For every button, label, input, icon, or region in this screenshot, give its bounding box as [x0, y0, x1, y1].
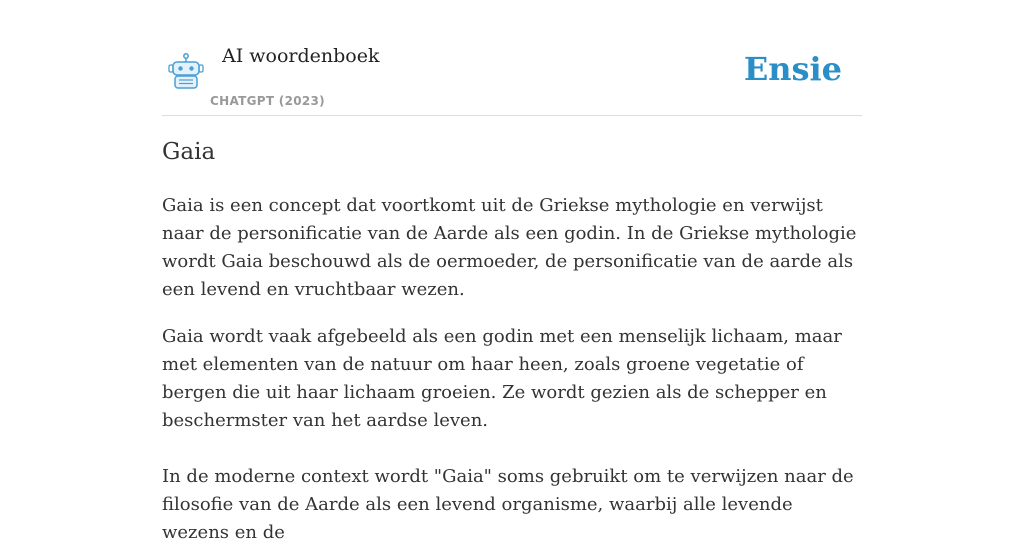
entry-body	[162, 192, 862, 547]
entry-term: Gaia	[162, 139, 216, 165]
entry-paragraph: Gaia wordt vaak afgebeeld als een godin met een menselijk lichaam, maar met elementen van de natuur om haar heen, zoals groene vegetatie of bergen die uit haar lichaam groeien. Ze wordt gezien als de schepper en beschermster van het aardse leven.	[162, 326, 842, 431]
brand-logo[interactable]: Ensie	[743, 50, 842, 88]
source-subtitle: CHATGPT (2023)	[210, 94, 325, 108]
page	[162, 0, 862, 543]
source-title[interactable]: AI woordenboek	[222, 45, 380, 67]
robot-icon	[166, 52, 206, 90]
header	[162, 0, 862, 116]
entry-paragraph: In de moderne context wordt "Gaia" soms gebruikt om te verwijzen naar de filosofie van de Aarde als een levend organisme, waarbij alle levende wezens en de	[162, 466, 854, 543]
entry-paragraph: Gaia is een concept dat voortkomt uit de Griekse mythologie en verwijst naar de personificatie van de Aarde als een godin. In de Griekse mythologie wordt Gaia beschouwd als de oermoeder, de personificatie van de aarde als een levend en vruchtbaar wezen.	[162, 195, 857, 300]
